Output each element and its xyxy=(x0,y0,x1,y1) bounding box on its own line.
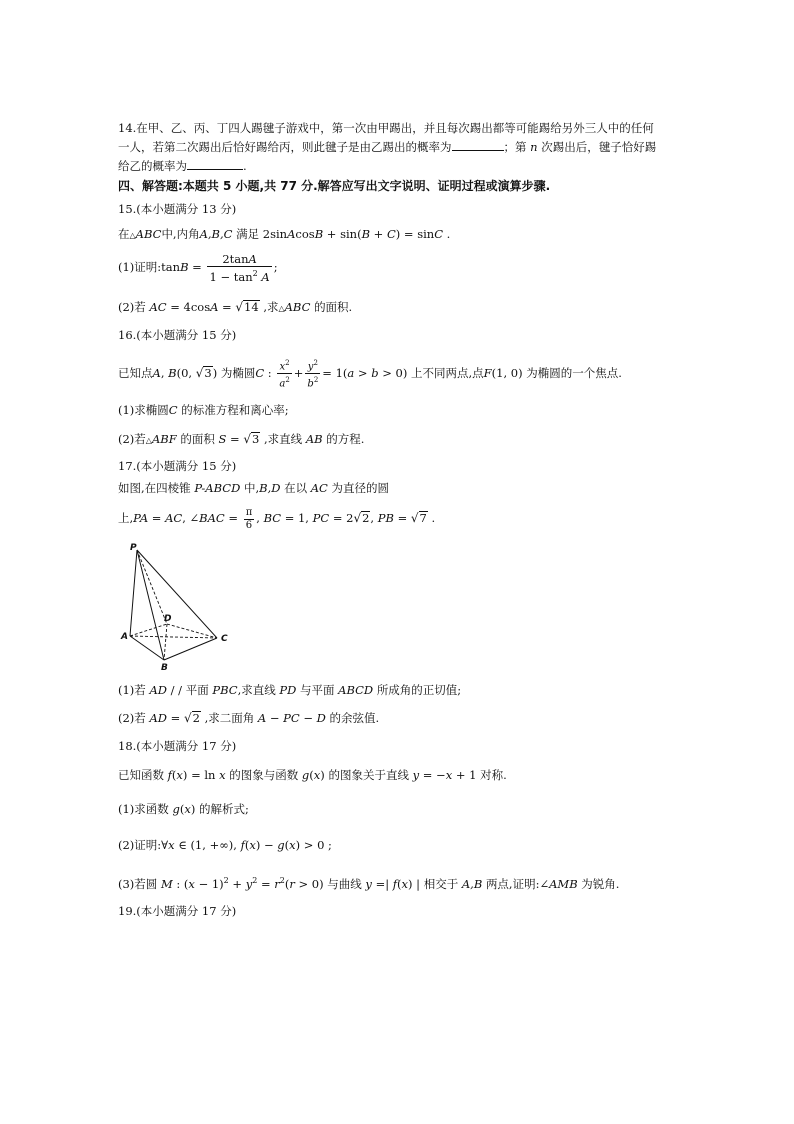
q15-part1: (1)证明:tanB = $\frac{2\tan A}{1 - \tan^2 A}$ ; xyxy=(118,252,278,284)
q14-line2: 一人，若第二次踢出后恰好踢给丙，则此毽子是由乙踢出的概率为 ；第 n 次踢出后，毽子恰好踢 xyxy=(118,140,657,154)
q18-stem: 已知函数 f(x) = ln x 的图象与函数 g(x) 的图象关于直线 y = −x + 1 对称. xyxy=(118,768,507,782)
label-p: P xyxy=(130,543,137,553)
edge-ac xyxy=(130,636,217,638)
edge-db xyxy=(164,624,167,660)
q17-header: 17.(本小题满分 15 分) xyxy=(118,459,237,473)
label-b: B xyxy=(161,663,168,672)
edge-pc xyxy=(137,550,217,638)
q15-fraction: $\frac{2\tan A}{1 - \tan^2 A}$ xyxy=(209,252,270,284)
q16-part2: (2)若△ABF 的面积 S = √3 ,求直线 AB 的方程. xyxy=(118,432,365,446)
section-heading: 四、解答题:本题共 5 小题,共 77 分.解答应写出文字说明、证明过程或演算步骤. xyxy=(118,179,551,193)
q14-answer-blank-1[interactable] xyxy=(452,139,504,151)
q19-header: 19.(本小题满分 17 分) xyxy=(118,904,237,918)
label-d: D xyxy=(164,614,172,624)
q15-header: 15.(本小题满分 13 分) xyxy=(118,202,237,216)
q16-stem: 已知点A, B(0, √3) 为椭圆C : $\frac{x^2}{a^2}$ + $\frac{y^2}{b^2}$ = 1(a > b > 0) 上不同两点,点F(1, 0) 为椭圆的一个焦点. xyxy=(118,359,622,390)
q16-header: 16.(本小题满分 15 分) xyxy=(118,328,237,342)
q14-line3: 给乙的概率为 . xyxy=(118,159,247,173)
q17-part1: (1)若 AD / / 平面 PBC,求直线 PD 与平面 ABCD 所成角的正切值; xyxy=(118,683,462,697)
q18-part2: (2)证明:∀x ∈ (1, +∞), f(x) − g(x) > 0 ; xyxy=(118,838,332,852)
q17-line2: 上,PA = AC, ∠BAC = $\frac{\pi}{6}$ , BC = 1, PC = 2√2, PB = √7 . xyxy=(118,506,436,531)
q18-part3: (3)若圆 M : $(x - 1)^2 + y^2 = r^2(r > 0)$ 与曲线 y =| f(x) | 相交于 A,B 两点,证明:∠AMB 为锐角. xyxy=(118,876,620,891)
label-a: A xyxy=(121,632,128,642)
pyramid-figure xyxy=(118,542,240,672)
q18-header: 18.(本小题满分 17 分) xyxy=(118,739,237,753)
q14-line1: 14.在甲、乙、丙、丁四人踢毽子游戏中，第一次由甲踢出，并且每次踢出都等可能踢给另外三人中的任何 xyxy=(118,121,654,135)
edge-pa xyxy=(130,550,137,636)
q17-part2: (2)若 AD = √2 ,求二面角 A − PC − D 的余弦值. xyxy=(118,711,380,725)
edge-dc xyxy=(167,624,217,638)
edge-bc xyxy=(164,638,217,660)
edge-ad xyxy=(130,624,167,636)
q14-answer-blank-2[interactable] xyxy=(187,158,243,170)
q16-part1: (1)求椭圆C 的标准方程和离心率; xyxy=(118,403,289,417)
q15-stem: 在△ABC中,内角A,B,C 满足 2sinAcosB + sin(B + C) = sinC . xyxy=(118,227,451,241)
label-c: C xyxy=(221,634,228,644)
q15-part2: (2)若 AC = 4cosA = √14 ,求△ABC 的面积. xyxy=(118,300,353,314)
q18-part1: (1)求函数 g(x) 的解析式; xyxy=(118,802,249,816)
q17-line1: 如图,在四棱锥 P-ABCD 中,B,D 在以 AC 为直径的圆 xyxy=(118,481,390,495)
